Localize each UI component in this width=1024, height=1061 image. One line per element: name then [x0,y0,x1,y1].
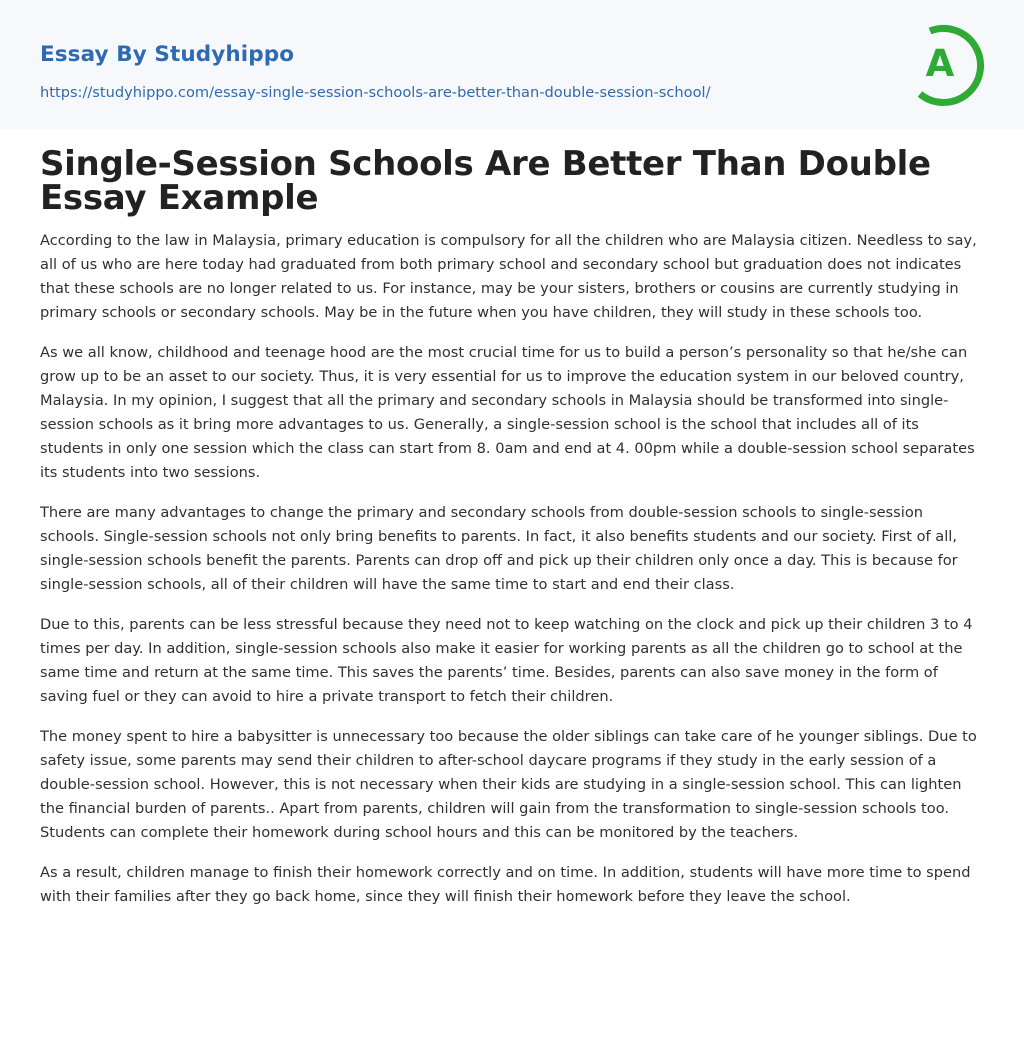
essay-title: Single-Session Schools Are Better Than Double Essay Example [40,144,931,218]
essay-paragraph: Due to this, parents can be less stressful because they need not to keep watching on the clock and pick up their children 3 to 4 times per day. In addition, single-session schools also make it easier for working parents as all the children go to school at the same time and return at the same time. This saves the parents’ time. Besides, parents can also save money in the form of saving fuel or they can avoid to hire a private transport to fetch their children. [40,616,973,705]
logo-letter: A [925,42,955,85]
source-url-link[interactable]: https://studyhippo.com/essay-single-session-schools-are-better-than-double-session-school/ [40,84,711,101]
essay-paragraph: The money spent to hire a babysitter is unnecessary too because the older siblings can take care of he younger siblings. Due to safety issue, some parents may send their children to after-school daycare programs if they study in the early session of a double-session school. However, this is not necessary when their kids are studying in a single-session school. This can lighten the financial burden of parents.. Apart from parents, children will gain from the transformation to single-session schools too. Students can complete their homework during school hours and this can be monitored by the teachers. [40,728,977,841]
essay-body [40,229,984,909]
essay-paragraph: According to the law in Malaysia, primary education is compulsory for all the children who are Malaysia citizen. Needless to say, all of us who are here today had graduated from both primary school and secondary school but graduation does not indicates that these schools are no longer related to us. For instance, may be your sisters, brothers or cousins are currently studying in primary schools or secondary schools. May be in the future when you have children, they will study in these schools too. [40,232,977,321]
site-brand[interactable]: Essay By Studyhippo [40,42,295,67]
essay-paragraph: There are many advantages to change the primary and secondary schools from double-session schools to single-session schools. Single-session schools not only bring benefits to parents. In fact, it also benefits students and our society. First of all, single-session schools benefit the parents. Parents can drop off and pick up their children only once a day. This is because for single-session schools, all of their children will have the same time to start and end their class. [40,504,958,593]
essay-paragraph: As we all know, childhood and teenage hood are the most crucial time for us to build a person’s personality so that he/she can grow up to be an asset to our society. Thus, it is very essential for us to improve the education system in our beloved country, Malaysia. In my opinion, I suggest that all the primary and secondary schools in Malaysia should be transformed into single-session schools as it bring more advantages to us. Generally, a single-session school is the school that includes all of its students in only one session which the class can start from 8. 0am and end at 4. 00pm while a double-session school separates its students into two sessions. [40,344,975,481]
essay-paragraph: As a result, children manage to finish their homework correctly and on time. In addition, students will have more time to spend with their families after they go back home, since they will finish their homework before they leave the school. [40,864,971,905]
site-header [0,0,1024,129]
essay-content [40,144,984,925]
studyhippo-logo[interactable] [912,18,988,106]
